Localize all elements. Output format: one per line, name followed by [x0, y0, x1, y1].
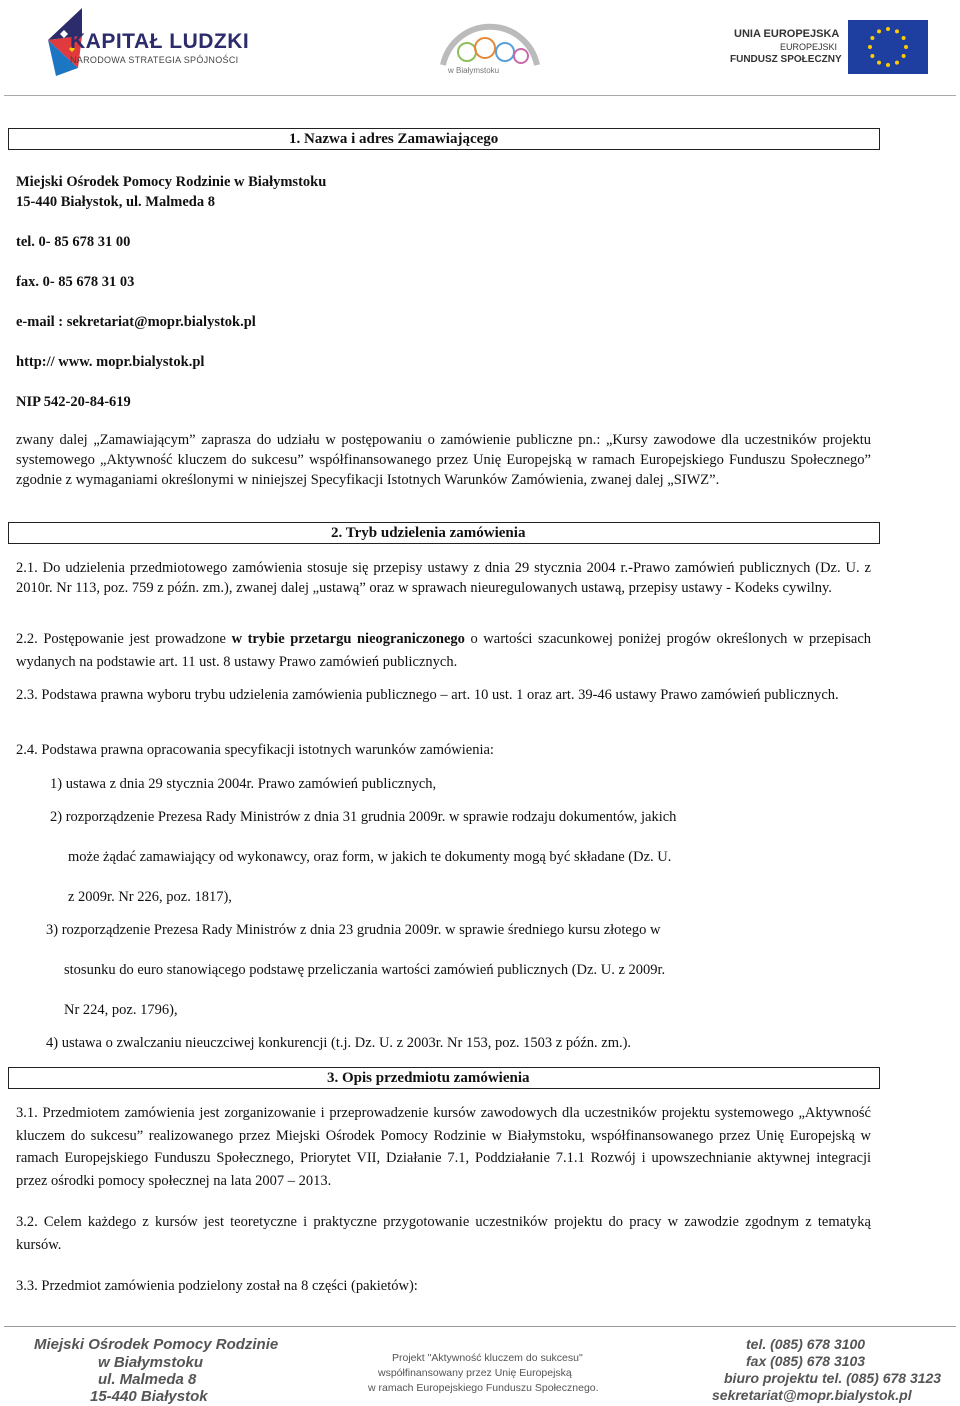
intro-paragraph: zwany dalej „Zamawiającym” zaprasza do udziału w postępowaniu o zamówienie publiczne pn.: „Kursy zawodowe dla uczestników projektu systemowego „Aktywność kluczem do sukcesu” współfinansowanego przez Unię Europejską w ramach Europejskiego Funduszu Społecznego” zgodnie z wymaganiami określonymi w niniejszej Specyfikacji Istotnych Warunków Zamówienia, zwanej dalej „SIWZ”.	[16, 432, 871, 488]
kapital-ludzki-subtitle: NARODOWA STRATEGIA SPÓJNOŚCI	[70, 55, 239, 65]
footer-org-name: Miejski Ośrodek Pomocy Rodzinie	[34, 1336, 279, 1353]
paragraph-2-2-start: 2.2. Postępowanie jest prowadzone	[16, 631, 226, 647]
page-header	[0, 0, 960, 96]
legal-basis-item-2-line2: może żądać zamawiający od wykonawcy, oraz form, w jakich te dokumenty mogą być składane (Dz. U.	[68, 849, 672, 865]
section-3-header	[8, 1067, 880, 1089]
ue-label-line1: UNIA EUROPEJSKA	[734, 28, 840, 40]
legal-basis-item-1: 1) ustawa z dnia 29 stycznia 2004r. Prawo zamówień publicznych,	[50, 776, 437, 792]
footer-org-postcode: 15-440 Białystok	[90, 1388, 208, 1405]
footer-divider	[4, 1326, 956, 1327]
footer-org-street: ul. Malmeda 8	[98, 1371, 197, 1388]
contracting-authority-name: Miejski Ośrodek Pomocy Rodzinie w Białymstoku	[16, 174, 327, 190]
eu-flag-icon	[848, 20, 928, 74]
paragraph-3-3: 3.3. Przedmiot zamówienia podzielony został na 8 części (pakietów):	[16, 1278, 418, 1294]
ue-label-line3: FUNDUSZ SPOŁECZNY	[730, 54, 842, 65]
footer-org-city: w Białymstoku	[98, 1354, 204, 1371]
legal-basis-item-4: 4) ustawa o zwalczaniu nieuczciwej konkurencji (t.j. Dz. U. z 2003r. Nr 153, poz. 1503 z późn. zm.).	[46, 1035, 632, 1051]
footer-email: sekretariat@mopr.bialystok.pl	[712, 1387, 912, 1403]
paragraph-2-2-rest: o wartości szacunkowej poniżej progów określonych w przepisach wydanych na podstawie art. 11 ust. 8 ustawy Prawo zamówień publicznych.	[16, 631, 872, 670]
section-1-header	[8, 128, 880, 150]
kapital-ludzki-title: KAPITAŁ LUDZKI	[70, 30, 250, 53]
section-1-title: 1. Nazwa i adres Zamawiającego	[289, 131, 499, 147]
footer-project-line3: w ramach Europejskiego Funduszu Społecznego.	[368, 1382, 599, 1394]
legal-basis-item-2-line1: 2) rozporządzenie Prezesa Rady Ministrów z dnia 31 grudnia 2009r. w sprawie rodzaju dokumentów, jakich	[50, 809, 677, 825]
paragraph-2-3: 2.3. Podstawa prawna wyboru trybu udzielenia zamówienia publicznego – art. 10 ust. 1 oraz art. 39-46 ustawy Prawo zamówień publicznych.	[16, 687, 839, 703]
paragraph-3-1: 3.1. Przedmiotem zamówienia jest zorganizowanie i przeprowadzenie kursów zawodowych dla uczestników projektu systemowego „Aktywność kluczem do sukcesu” realizowanego przez Miejski Ośrodek Pomocy Rodzinie w Białymstoku, współfinansowanego przez Unię Europejską w ramach Europejskiego Funduszu Społecznego, Priorytet VII, Działanie 7.1, Poddziałanie 7.1.1 Rozwój i upowszechnianie aktywnej integracji przez ośrodki pomocy społecznej na lata 2007 – 2013.	[16, 1105, 871, 1189]
contact-website: http:// www. mopr.bialystok.pl	[16, 354, 205, 370]
legal-basis-item-3-line1: 3) rozporządzenie Prezesa Rady Ministrów z dnia 23 grudnia 2009r. w sprawie średniego kursu złotego w	[46, 922, 661, 938]
legal-basis-item-3-line2: stosunku do euro stanowiącego podstawę przeliczania wartości zamówień publicznych (Dz. U. z 2009r.	[64, 962, 666, 978]
section-2-header	[8, 522, 880, 544]
tender-mode-highlight: w trybie przetargu nieograniczonego	[231, 631, 465, 647]
contracting-authority-address: 15-440 Białystok, ul. Malmeda 8	[16, 194, 215, 210]
contact-tel: tel. 0- 85 678 31 00	[16, 234, 131, 250]
contact-fax: fax. 0- 85 678 31 03	[16, 274, 135, 290]
header-divider	[4, 95, 956, 96]
footer-project-line1: Projekt "Aktywność kluczem do sukcesu"	[392, 1352, 583, 1364]
footer-project-office-tel: biuro projektu tel. (085) 678 3123	[724, 1370, 942, 1386]
paragraph-2-4: 2.4. Podstawa prawna opracowania specyfikacji istotnych warunków zamówienia:	[16, 742, 494, 758]
paragraph-2-1: 2.1. Do udzielenia przedmiotowego zamówienia stosuje się przepisy ustawy z dnia 29 stycznia 2004 r.-Prawo zamówień publicznych (Dz. U. z 2010r. Nr 113, poz. 759 z późn. zm.), zwanej dalej „ustawą” oraz w sprawach nieuregulowanych ustawą, przepisy ustawy - Kodeks cywilny.	[16, 560, 871, 596]
legal-basis-item-3-line3: Nr 224, poz. 1796),	[64, 1002, 178, 1018]
footer-tel: tel. (085) 678 3100	[746, 1336, 866, 1352]
footer-project-line2: współfinansowany przez Unię Europejską	[378, 1367, 572, 1379]
legal-basis-item-2-line3: z 2009r. Nr 226, poz. 1817),	[68, 889, 232, 905]
section-2-title: 2. Tryb udzielenia zamówienia	[331, 525, 526, 541]
mopr-logo-caption: w Białymstoku	[448, 66, 500, 75]
ue-label-line2: EUROPEJSKI	[780, 42, 838, 52]
paragraph-3-2: 3.2. Celem każdego z kursów jest teoretyczne i praktyczne przygotowanie uczestników projektu do pracy w zawodzie zgodnym z tematyką kursów.	[16, 1214, 871, 1253]
nip-number: NIP 542-20-84-619	[16, 394, 131, 410]
footer-fax: fax (085) 678 3103	[746, 1353, 866, 1369]
paragraph-2-2	[16, 628, 871, 673]
section-3-title: 3. Opis przedmiotu zamówienia	[327, 1070, 530, 1086]
contact-email: e-mail : sekretariat@mopr.bialystok.pl	[16, 314, 256, 330]
